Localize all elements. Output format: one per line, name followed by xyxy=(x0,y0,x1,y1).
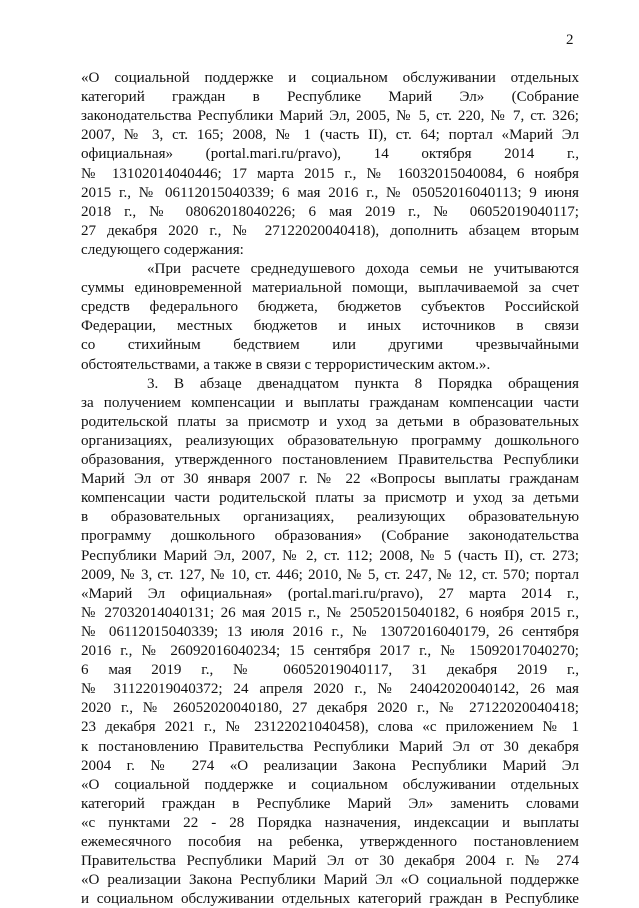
text-line: Правительства Республики Марий Эл от 30 декабря 2004 г. № 274 xyxy=(81,853,579,869)
text-line: Федерации, местных бюджетов и иных источников в связи xyxy=(81,318,579,334)
text-line: компенсации части родительской платы за присмотр и уход за детьми xyxy=(81,490,579,506)
text-line: 23 декабря 2021 г., № 23122021040458), слова «с приложением № 1 xyxy=(81,719,579,735)
text-line: 2018 г., № 08062018040226; 6 мая 2019 г., № 06052019040117; xyxy=(81,204,579,220)
text-line: № 13102014040446; 17 марта 2015 г., № 16032015040084, 6 ноября xyxy=(81,166,579,182)
text-line: «О социальной поддержке и социальном обслуживании отдельных xyxy=(81,777,579,793)
text-line: Республики Марий Эл, 2007, № 2, ст. 112; 2008, № 5 (часть II), ст. 273; xyxy=(81,548,579,564)
text-line: «О социальной поддержке и социальном обслуживании отдельных xyxy=(81,70,579,86)
text-line: 2015 г., № 06112015040339; 6 мая 2016 г., № 05052016040113; 9 июня xyxy=(81,185,579,201)
text-line: средств федерального бюджета, бюджетов субъектов Российской xyxy=(81,299,579,315)
text-line: 6 мая 2019 г., № 06052019040117, 31 декабря 2019 г., xyxy=(81,662,579,678)
text-line: 2020 г., № 26052020040180, 27 декабря 2020 г., № 27122020040418; xyxy=(81,700,579,716)
text-line: законодательства Республики Марий Эл, 2005, № 5, ст. 220, № 7, ст. 326; xyxy=(81,108,579,124)
text-line: «Марий Эл официальная» (portal.mari.ru/pravo), 27 марта 2014 г., xyxy=(81,586,579,602)
text-line: следующего содержания: xyxy=(81,242,244,258)
text-line: 2016 г., № 26092016040234; 15 сентября 2017 г., № 15092017040270; xyxy=(81,643,579,659)
text-line: к постановлению Правительства Республики Марий Эл от 30 декабря xyxy=(81,739,579,755)
text-line: в образовательных организациях, реализующих образовательную xyxy=(81,509,579,525)
text-line: организациях, реализующих образовательную программу дошкольного xyxy=(81,433,579,449)
text-line: обстоятельствами, а также в связи с террористическим актом.». xyxy=(81,357,491,373)
text-line: «О реализации Закона Республики Марий Эл «О социальной поддержке xyxy=(81,872,579,888)
text-line: № 06112015040339; 13 июля 2016 г., № 13072016040179, 26 сентября xyxy=(81,624,579,640)
text-line: со стихийным бедствием или другими чрезвычайными xyxy=(81,337,579,353)
text-line: 27 декабря 2020 г., № 27122020040418), дополнить абзацем вторым xyxy=(81,223,579,239)
text-line: категорий граждан в Республике Марий Эл» заменить словами xyxy=(81,796,579,812)
text-line: 2004 г. № 274 «О реализации Закона Республики Марий Эл xyxy=(81,758,579,774)
text-line: официальная» (portal.mari.ru/pravo), 14 октября 2014 г., xyxy=(81,146,579,162)
text-line: за получением компенсации и выплаты гражданам компенсации части xyxy=(81,395,579,411)
text-line: 2009, № 3, ст. 127, № 10, ст. 446; 2010, № 5, ст. 247, № 12, ст. 570; портал xyxy=(81,567,579,583)
text-line: категорий граждан в Республике Марий Эл» (Собрание xyxy=(81,89,579,105)
text-line: программу дошкольного образования» (Собрание законодательства xyxy=(81,528,579,544)
text-line: суммы единовременной материальной помощи, выплачиваемой за счет xyxy=(81,280,579,296)
text-line: 2007, № 3, ст. 165; 2008, № 1 (часть II), ст. 64; портал «Марий Эл xyxy=(81,127,579,143)
text-line: № 27032014040131; 26 мая 2015 г., № 25052015040182, 6 ноября 2015 г., xyxy=(81,605,579,621)
text-line: образования, утвержденного постановлением Правительства Республики xyxy=(81,452,579,468)
page-number: 2 xyxy=(566,32,574,48)
text-line: № 31122019040372; 24 апреля 2020 г., № 24042020040142, 26 мая xyxy=(81,681,579,697)
text-line: ежемесячного пособия на ребенка, утвержденного постановлением xyxy=(81,834,579,850)
text-line: родительской платы за присмотр и уход за детьми в образовательных xyxy=(81,414,579,430)
text-line: «При расчете среднедушевого дохода семьи не учитываются xyxy=(147,261,579,277)
text-line: «с пунктами 22 - 28 Порядка назначения, индексации и выплаты xyxy=(81,815,579,831)
text-line: 3. В абзаце двенадцатом пункта 8 Порядка обращения xyxy=(147,376,579,392)
text-line: Марий Эл от 30 января 2007 г. № 22 «Вопросы выплаты гражданам xyxy=(81,471,579,487)
text-line: и социальном обслуживании отдельных категорий граждан в Республике xyxy=(81,891,579,907)
